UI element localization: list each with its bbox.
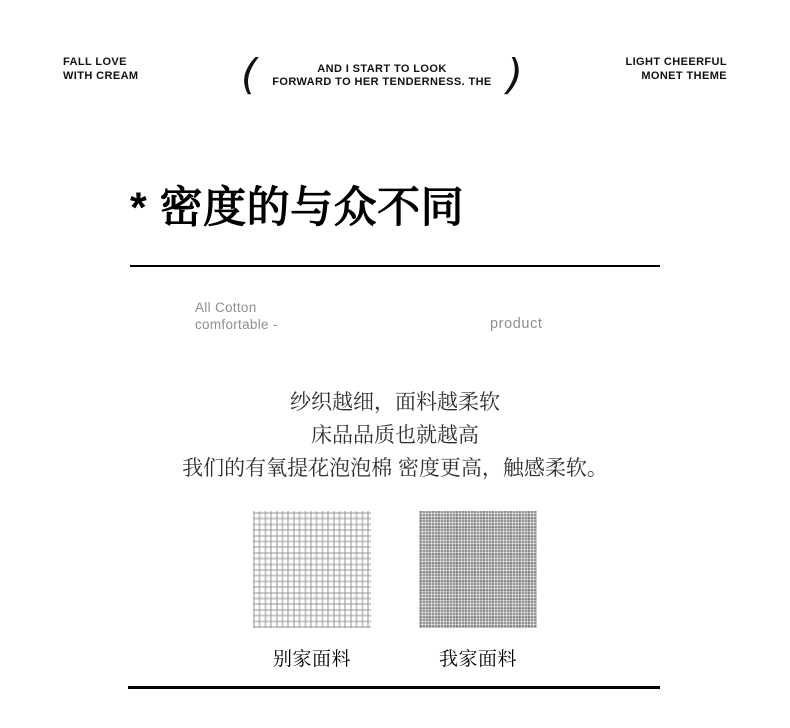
description-text <box>0 386 790 485</box>
header-right-caption <box>625 56 727 83</box>
other-fabric-label: 别家面料 <box>272 649 351 670</box>
tagline-line2: comfortable - <box>195 316 278 332</box>
our-fabric-column <box>419 511 537 671</box>
bottom-divider <box>128 686 660 689</box>
description-line3: 我们的有氧提花泡泡棉 密度更高，触感柔软。 <box>182 457 608 480</box>
header-left-line2: WITH CREAM <box>63 69 139 82</box>
description-line1: 纱织越细，面料越柔软 <box>290 391 500 414</box>
header-left-caption <box>63 56 139 83</box>
header-left-line1: FALL LOVE <box>63 56 127 68</box>
description-line2: 床品品质也就越高 <box>311 424 479 447</box>
header-center-text <box>272 63 491 90</box>
header-right-line2: MONET THEME <box>641 69 727 82</box>
top-divider <box>130 265 660 267</box>
header-right-line1: LIGHT CHEERFUL <box>625 56 727 68</box>
section-title: * 密度的与众不同 <box>130 184 465 232</box>
header-center-line2: FORWARD TO HER TENDERNESS. THE <box>272 76 492 88</box>
other-fabric-column <box>253 511 371 671</box>
other-fabric-swatch <box>253 511 371 628</box>
our-fabric-label: 我家面料 <box>438 649 517 670</box>
our-fabric-swatch <box>419 511 537 628</box>
tagline-line1: All Cotton <box>195 300 257 315</box>
product-label: product <box>490 316 543 332</box>
header-center-caption <box>240 50 524 99</box>
fabric-comparison <box>0 511 790 671</box>
subheading-row <box>130 300 660 334</box>
open-paren-icon: ( <box>240 50 258 99</box>
page-header <box>63 50 727 99</box>
close-paren-icon: ) <box>506 50 524 99</box>
cotton-tagline <box>195 300 278 333</box>
header-center-line1: AND I START TO LOOK <box>317 62 447 75</box>
